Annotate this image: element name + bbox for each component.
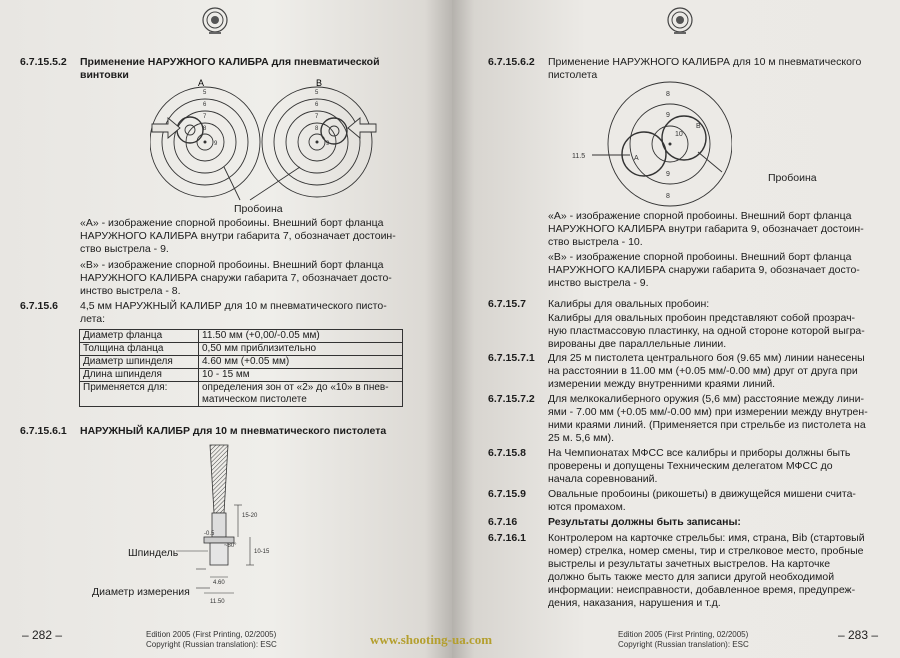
target-diagram — [150, 75, 380, 205]
item-line: информации: неисправности, добавленное время, предупреж- — [548, 584, 856, 596]
item-line: ную пластмассовую пластинку, на одной стороне которой выгра- — [548, 325, 865, 337]
table-cell: Длина шпинделя — [80, 369, 199, 382]
svg-text:5: 5 — [315, 90, 319, 96]
section-title-cont: винтовки — [80, 69, 129, 81]
svg-text:6: 6 — [315, 102, 319, 108]
section-number: 6.7.15.6.2 — [488, 56, 535, 68]
label-a: A — [198, 78, 205, 88]
svg-text:11.50: 11.50 — [210, 599, 225, 605]
item-line: ними краями линий. (Применяется при стрельбе из пистолета на — [548, 419, 866, 431]
measure-label: Диаметр измерения — [92, 586, 190, 598]
svg-text:8: 8 — [666, 91, 670, 98]
table-cell: Диаметр шпинделя — [80, 356, 199, 369]
svg-text:-0.5: -0.5 — [204, 531, 215, 537]
svg-text:B: B — [696, 123, 701, 130]
para-a-2: НАРУЖНОГО КАЛИБРА внутри габарита 9, обозначает достоин- — [548, 223, 864, 235]
svg-text:7: 7 — [315, 114, 319, 120]
svg-text:9: 9 — [214, 141, 218, 147]
hole-label: Пробоина — [768, 172, 817, 184]
table-cell: 4.60 мм (+0.05 мм) — [199, 356, 403, 369]
section-number: 6.7.15.6.1 — [20, 425, 67, 437]
label-b: B — [316, 78, 323, 88]
right-page — [452, 0, 900, 658]
copyright-line: Copyright (Russian translation): ESC — [618, 640, 749, 649]
svg-text:5: 5 — [203, 90, 207, 96]
item-line: Калибры для овальных пробоин представляют собой прозрач- — [548, 312, 856, 324]
svg-text:4.60: 4.60 — [213, 580, 225, 586]
item-line: Овальные пробоины (рикошеты) в движущейся мишени счита- — [548, 488, 856, 500]
item-line: номер) стрелка, номер смены, тир и стрелковое место, пробные — [548, 545, 864, 557]
item-number: 6.7.15.9 — [488, 488, 526, 500]
section-title: НАРУЖНЫЙ КАЛИБР для 10 м пневматического пистолета — [80, 425, 387, 437]
page-number: – 282 – — [22, 628, 63, 642]
svg-text:8: 8 — [203, 126, 207, 132]
page-number: – 283 – — [838, 628, 879, 642]
table-row — [80, 382, 403, 407]
issf-logo-icon — [200, 6, 230, 36]
svg-text:A: A — [634, 155, 639, 162]
item-line: начала соревнований. — [548, 473, 658, 485]
svg-text:8: 8 — [666, 193, 670, 200]
item-line: Для мелкокалиберного оружия (5,6 мм) расстояние между лини- — [548, 393, 864, 405]
svg-text:11.5: 11.5 — [572, 153, 586, 160]
item-line: проверены и допущены Техническим делегатом МФСС до — [548, 460, 833, 472]
item-number: 6.7.15.7.2 — [488, 393, 535, 405]
item-number: 6.7.15.7.1 — [488, 352, 535, 364]
item-line: Контролером на карточке стрельбы: имя, страна, Bib (стартовый — [548, 532, 865, 544]
table-row — [80, 330, 403, 343]
item-line: Для 25 м пистолета центрального боя (9.65 мм) линии нанесены — [548, 352, 865, 364]
svg-text:10-15: 10-15 — [254, 549, 270, 555]
para-b-1: «B» - изображение спорной пробоины. Внешний борт фланца — [548, 251, 852, 263]
spec-table — [79, 329, 403, 407]
svg-text:9: 9 — [326, 141, 330, 147]
table-cell: Применяется для: — [80, 382, 199, 407]
item-line: Результаты должны быть записаны: — [548, 516, 741, 528]
table-cell: Диаметр фланца — [80, 330, 199, 343]
copyright-line: Copyright (Russian translation): ESC — [146, 640, 277, 649]
spindle-label: Шпиндель — [128, 547, 179, 559]
issf-logo-icon — [665, 6, 695, 36]
item-line: ются промахом. — [548, 501, 626, 513]
table-row — [80, 356, 403, 369]
section-title-1: Применение НАРУЖНОГО КАЛИБРА для 10 м пневматического — [548, 56, 862, 68]
watermark-site: www.shooting-ua.com — [370, 632, 493, 647]
item-line: выстрелы и результаты зачетных выстрелов. На карточке — [548, 558, 831, 570]
para-a-3: ство выстрела - 10. — [548, 236, 643, 248]
item-line: вированы две параллельные линии. — [548, 338, 727, 350]
item-line: на расстоянии в 11.00 мм (+0.05 мм/-0.00 мм) друг от друга при — [548, 365, 858, 377]
svg-text:10: 10 — [675, 131, 683, 138]
svg-text:~80°: ~80° — [224, 543, 237, 549]
edition-line: Edition 2005 (First Printing, 02/2005) — [618, 630, 749, 639]
section-number: 6.7.15.6 — [20, 300, 58, 312]
section-title: Применение НАРУЖНОГО КАЛИБРА для пневматической — [80, 56, 380, 68]
table-row — [80, 343, 403, 356]
para-b-2: НАРУЖНОГО КАЛИБРА снаружи габарита 9, обозначает досто- — [548, 264, 860, 276]
hole-label: Пробоина — [234, 203, 283, 215]
svg-text:6: 6 — [203, 102, 207, 108]
item-number: 6.7.16.1 — [488, 532, 526, 544]
para-a-1: «A» - изображение спорной пробоины. Внешний борт фланца — [548, 210, 852, 222]
item-line: измерении между внутренними краями линий. — [548, 378, 776, 390]
svg-text:9: 9 — [666, 171, 670, 178]
para-b-2: НАРУЖНОГО КАЛИБРА снаружи габарита 7, обозначает досто- — [80, 272, 392, 284]
item-line: 25 м. 5,6 мм). — [548, 432, 615, 444]
table-cell: 0,50 мм приблизительно — [199, 343, 403, 356]
edition-line: Edition 2005 (First Printing, 02/2005) — [146, 630, 277, 639]
item-number: 6.7.15.7 — [488, 298, 526, 310]
table-cell: Толщина фланца — [80, 343, 199, 356]
para-b-1: «B» - изображение спорной пробоины. Внешний борт фланца — [80, 259, 384, 271]
item-number: 6.7.15.8 — [488, 447, 526, 459]
para-b-3: инство выстрела - 8. — [80, 285, 181, 297]
svg-text:7: 7 — [203, 114, 207, 120]
item-line: Калибры для овальных пробоин: — [548, 298, 710, 310]
item-line: ями - 7.00 мм (+0.05 мм/-0.00 мм) при измерении между внутрен- — [548, 406, 868, 418]
para-a-2: НАРУЖНОГО КАЛИБРА внутри габарита 7, обозначает достоин- — [80, 230, 396, 242]
section-number: 6.7.15.5.2 — [20, 56, 67, 68]
svg-text:15-20: 15-20 — [242, 513, 258, 519]
para-a-1: «A» - изображение спорной пробоины. Внешний борт фланца — [80, 217, 384, 229]
spec-intro-1: 4,5 мм НАРУЖНЫЙ КАЛИБР для 10 м пневматического писто- — [80, 300, 387, 312]
table-cell: определения зон от «2» до «10» в пнев- матическом пистолете — [199, 382, 403, 407]
svg-text:9: 9 — [666, 112, 670, 119]
section-title-2: пистолета — [548, 69, 598, 81]
svg-text:8: 8 — [315, 126, 319, 132]
para-a-3: ство выстрела - 9. — [80, 243, 169, 255]
item-line: На Чемпионатах МФСС все калибры и приборы должны быть — [548, 447, 851, 459]
item-line: должно быть также место для записи другой необходимой — [548, 571, 835, 583]
table-cell: 10 - 15 мм — [199, 369, 403, 382]
item-number: 6.7.16 — [488, 516, 518, 528]
para-b-3: инство выстрела - 9. — [548, 277, 649, 289]
spec-intro-2: лета: — [80, 313, 106, 325]
item-line: дения, наказания, нарушения и т.д. — [548, 597, 721, 609]
table-row — [80, 369, 403, 382]
target-diagram — [572, 80, 732, 210]
table-cell: 11.50 мм (+0,00/-0.05 мм) — [199, 330, 403, 343]
